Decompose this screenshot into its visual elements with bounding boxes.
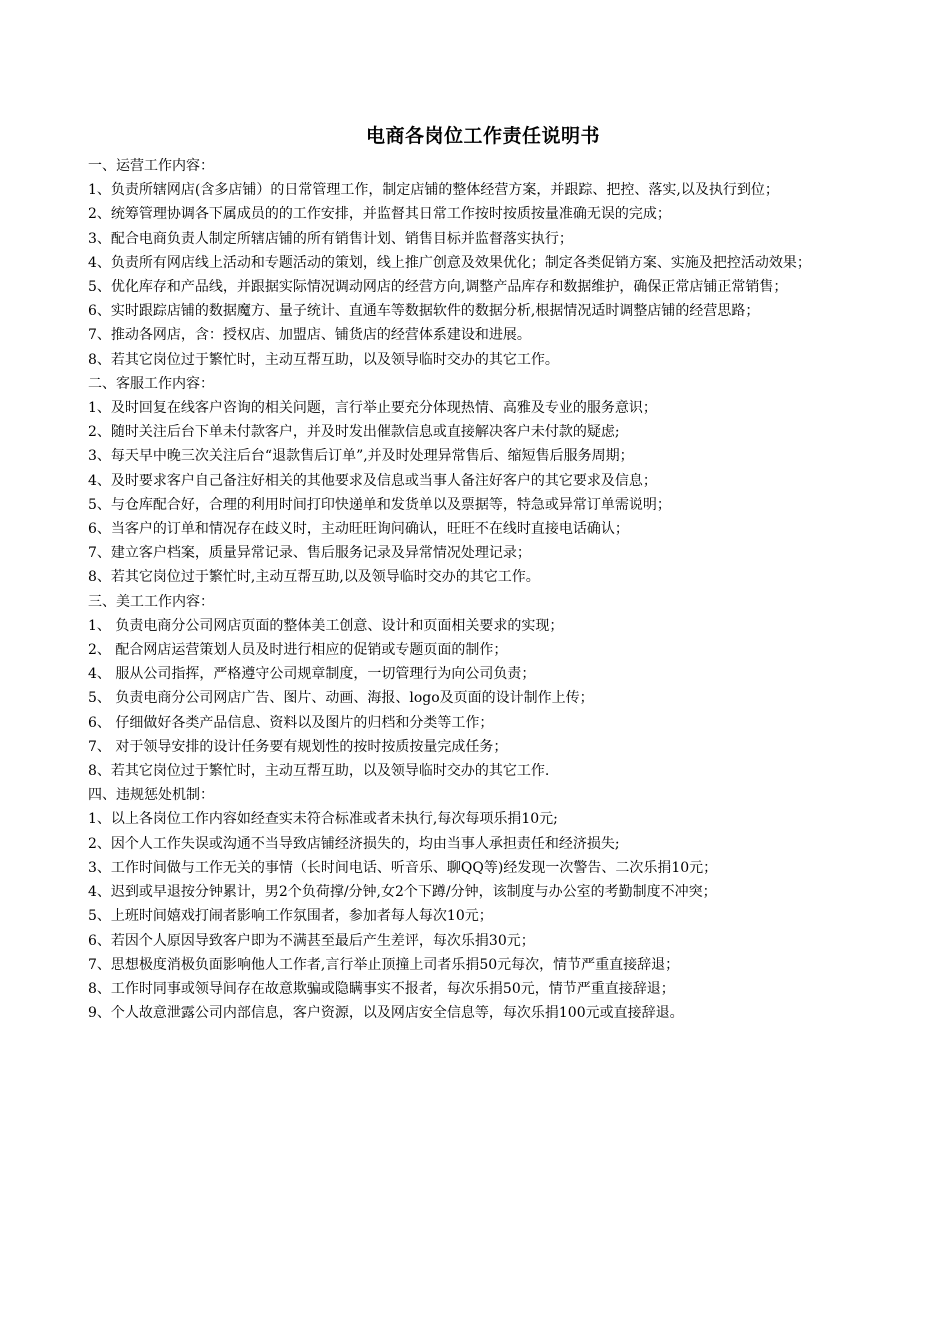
list-item: 1、 负责电商分公司网店页面的整体美工创意、设计和页面相关要求的实现； [88,617,564,634]
list-item: 7、推动各网店，含：授权店、加盟店、铺货店的经营体系建设和进展。 [88,327,531,344]
list-item: 9、个人故意泄露公司内部信息，客户资源，以及网店安全信息等，每次乐捐100元或直接辞退。 [88,1005,684,1022]
list-item: 3、配合电商负责人制定所辖店铺的所有销售计划、销售目标并监督落实执行； [88,230,573,247]
list-item: 7、 对于领导安排的设计任务要有规划性的按时按质按量完成任务； [88,738,508,755]
list-item: 4、迟到或早退按分钟累计，男2个负荷撑/分钟,女2个下蹲/分钟，该制度与办公室的考勤制度不冲突； [88,884,717,901]
list-item: 8、若其它岗位过于繁忙时，主动互帮互助，以及领导临时交办的其它工作. [88,763,550,780]
list-item: 2、因个人工作失误或沟通不当导致店铺经济损失的，均由当事人承担责任和经济损失; [88,835,620,852]
section-heading: 一、运营工作内容： [88,158,214,174]
list-item: 5、优化库存和产品线，并跟据实际情况调动网店的经营方向,调整产品库存和数据维护，确保正常店铺正常销售； [88,279,788,296]
list-item: 6、实时跟踪店铺的数据魔方、量子统计、直通车等数据软件的数据分析,根据情况适时调整店铺的经营思路； [88,303,760,320]
list-item: 3、工作时间做与工作无关的事情（长时间电话、听音乐、聊QQ等)经发现一次警告、二次乐捐10元； [88,859,718,876]
document-body [88,154,868,1025]
document-page [88,118,868,1025]
list-item: 1、负责所辖网店(含多店铺）的日常管理工作，制定店铺的整体经营方案，并跟踪、把控、落实,以及执行到位； [88,182,779,199]
list-item: 3、每天早中晚三次关注后台“退款售后订单”,并及时处理异常售后、缩短售后服务周期； [88,448,634,465]
list-item: 5、与仓库配合好，合理的利用时间打印快递单和发货单以及票据等，特急或异常订单需说明； [88,496,671,513]
list-item: 2、统筹管理协调各下属成员的的工作安排，并监督其日常工作按时按质按量准确无误的完成； [88,206,671,223]
list-item: 8、若其它岗位过于繁忙时，主动互帮互助，以及领导临时交办的其它工作。 [88,351,559,368]
list-item: 1、及时回复在线客户咨询的相关问题，言行举止要充分体现热情、高雅及专业的服务意识； [88,400,657,417]
list-item: 4、 服从公司指挥，严格遵守公司规章制度，一切管理行为向公司负责； [88,666,536,683]
list-item: 5、上班时间嬉戏打闹者影响工作氛围者，参加者每人每次10元； [88,908,493,925]
list-item: 1、以上各岗位工作内容如经查实未符合标准或者未执行,每次每项乐捐10元; [88,811,558,828]
list-item: 4、及时要求客户自己备注好相关的其他要求及信息或当事人备注好客户的其它要求及信息； [88,472,657,489]
list-item: 7、建立客户档案，质量异常记录、售后服务记录及异常情况处理记录； [88,545,531,562]
section-heading: 四、违规惩处机制： [88,787,214,804]
list-item: 6、若因个人原因导致客户即为不满甚至最后产生差评，每次乐捐30元； [88,932,535,949]
list-item: 8、工作时同事或领导间存在故意欺骗或隐瞒事实不报者，每次乐捐50元，情节严重直接辞退； [88,980,675,997]
document-title: 电商各岗位工作责任说明书 [365,125,600,147]
list-item: 4、负责所有网店线上活动和专题活动的策划，线上推广创意及效果优化；制定各类促销方案、实施及把控活动效果； [88,254,811,271]
section-heading: 三、美工工作内容： [88,593,214,610]
list-item: 7、思想极度消极负面影响他人工作者,言行举止顶撞上司者乐捐50元每次，情节严重直接辞退； [88,956,680,973]
list-item: 6、当客户的订单和情况存在歧义时，主动旺旺询问确认，旺旺不在线时直接电话确认； [88,521,629,538]
list-item: 8、若其它岗位过于繁忙时,主动互帮互助,以及领导临时交办的其它工作。 [88,569,540,586]
section-heading: 二、客服工作内容： [88,375,214,392]
list-item: 2、随时关注后台下单未付款客户，并及时发出催款信息或直接解决客户未付款的疑虑; [88,424,620,441]
list-item: 6、 仔细做好各类产品信息、资料以及图片的归档和分类等工作； [88,714,494,731]
list-item: 2、 配合网店运营策划人员及时进行相应的促销或专题页面的制作； [88,642,508,659]
list-item: 5、 负责电商分公司网店广告、图片、动画、海报、logo及页面的设计制作上传； [88,690,594,707]
